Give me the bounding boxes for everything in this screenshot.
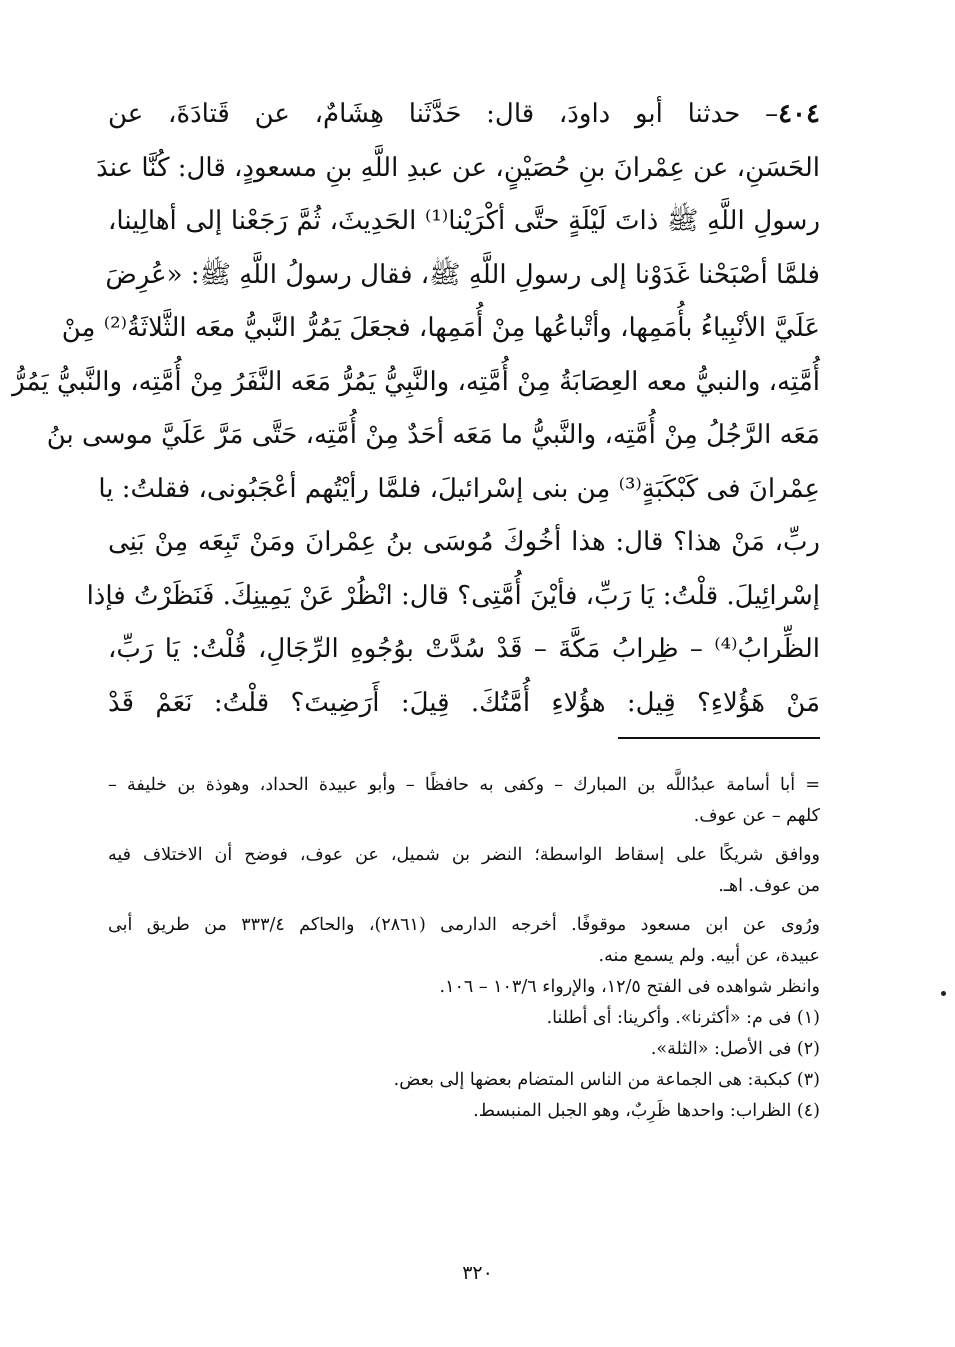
- footnote-line: من عوف. اهـ.: [718, 876, 820, 896]
- hadith-line: مَعَه الرَّجُلُ مِنْ أُمَّتِه، والنَّبيُّ ما مَعَه أحَدٌ مِنْ أُمَّتِه، حَتَّى مَرَّ عَلَيَّ موسى بنُ: [46, 420, 820, 450]
- hadith-line: الظِّرابُ⁽⁴⁾ – ظِرابُ مَكَّةَ – قَدْ سُدَّتْ بوُجُوهِ الرِّجَالِ، قُلْتُ: يَا رَبِّ،: [108, 634, 820, 664]
- footnote-line: = أبا أسامة عبدُاللَّه بن المبارك – وكفى به حافظًا – وأبو عبيدة الحداد، وهوذة بن خليفة –: [108, 775, 820, 795]
- footnote-line: ووافق شريكًا على إسقاط الواسطة؛ النضر بن شميل، عن عوف، فوضح أن الاختلاف فيه: [108, 845, 820, 865]
- footnotes: [108, 770, 820, 1127]
- footnote-line: كلهم – عن عوف.: [693, 806, 820, 826]
- hadith-line: فلمَّا أصْبَحْنا غَدَوْنا إلى رسولِ اللَّهِ ﷺ، فقال رسولُ اللَّهِ ﷺ: «عُرِضَ: [105, 259, 820, 290]
- hadith-line: عَلَيَّ الأنْبِياءُ بأُمَمِها، وأتْباعُها مِنْ أُمَمِها، فجعَلَ يَمُرُّ النَّبيُّ معَه الثَّلاثَةُ⁽²⁾ مِنْ: [61, 313, 820, 343]
- margin-dot: [941, 991, 946, 996]
- hadith-number: ٤٠٤: [778, 99, 820, 129]
- hadith-line: الحَسَنِ، عن عِمْرانَ بنِ حُصَيْنٍ، عن عبدِ اللَّهِ بنِ مسعودٍ، قال: كُنَّا عندَ: [96, 152, 820, 183]
- hadith-line: [108, 88, 820, 142]
- footnote-line: عبيدة، عن أبيه. ولم يسمع منه.: [598, 946, 820, 966]
- footnote-note-1: (١) فى م: «أكثرنا». وأكرينا: أى أطلنا.: [546, 1008, 820, 1028]
- hadith-line: أُمَّتِه، والنبيُّ معه العِصَابَةُ مِنْ أُمَّتِه، والنَّبِيُّ يَمُرُّ مَعَه النَّفَرُ مِنْ أُمَّتِه، والنَّبيُّ يَمُرُّ: [12, 366, 820, 397]
- hadith-line: إسْرائِيلَ. قلْتُ: يَا رَبِّ، فأيْنَ أُمَّتِى؟ قال: انْظُرْ عَنْ يَمِينِكَ. فَنَظَرْتُ فإذا: [86, 580, 820, 611]
- hadith-line-text: – حدثنا أبو داودَ، قال: حَدَّثَنا هِشَامٌ، عن قَتادَةَ، عن: [108, 99, 779, 129]
- footnote-line: ورُوى عن ابن مسعود موقوفًا. أخرجه الدارمى (٢٨٦١)، والحاكم ٣٣٣/٤ من طريق أبى: [108, 915, 820, 935]
- footnote-note-3: (٣) كبكبة: هى الجماعة من الناس المتضام بعضها إلى بعض.: [393, 1070, 820, 1090]
- footnote-note-2: (٢) فى الأصل: «الثلة».: [650, 1039, 820, 1059]
- hadith-line: رسولِ اللَّهِ ﷺ ذاتَ لَيْلَةٍ حتَّى أكْرَيْنا⁽¹⁾ الحَدِيثَ، ثُمَّ رَجَعْنا إلى أهالِينا،: [108, 206, 820, 236]
- hadith-line: ربِّ، مَنْ هذا؟ قال: هذا أخُوكَ مُوسَى بنُ عِمْرانَ ومَنْ تَبِعَه مِنْ بَنِى: [108, 527, 820, 557]
- footnote-note-4: (٤) الظراب: واحدها ظَرِبٌ، وهو الجبل المنبسط.: [473, 1101, 820, 1121]
- footnote-line: وانظر شواهده فى الفتح ١٢/٥، والإرواء ١٠٣/٦ – ١٠٦.: [439, 977, 820, 997]
- hadith-line: عِمْرانَ فى كَبْكَبَةٍ⁽³⁾ مِن بنى إسْرائيلَ، فلمَّا رأيْتُهم أعْجَبُونى، فقلتُ: يا: [98, 473, 820, 504]
- hadith-line: مَنْ هَؤُلاءِ؟ قِيل: هؤُلاءِ أُمَّتُكَ. قِيلَ: أَرَضِيتَ؟ قلْتُ: نَعَمْ قَدْ: [108, 687, 820, 718]
- hadith-text: [12, 88, 820, 730]
- footnote-separator: [618, 737, 820, 739]
- page-number: ٣٢٠: [462, 1262, 493, 1284]
